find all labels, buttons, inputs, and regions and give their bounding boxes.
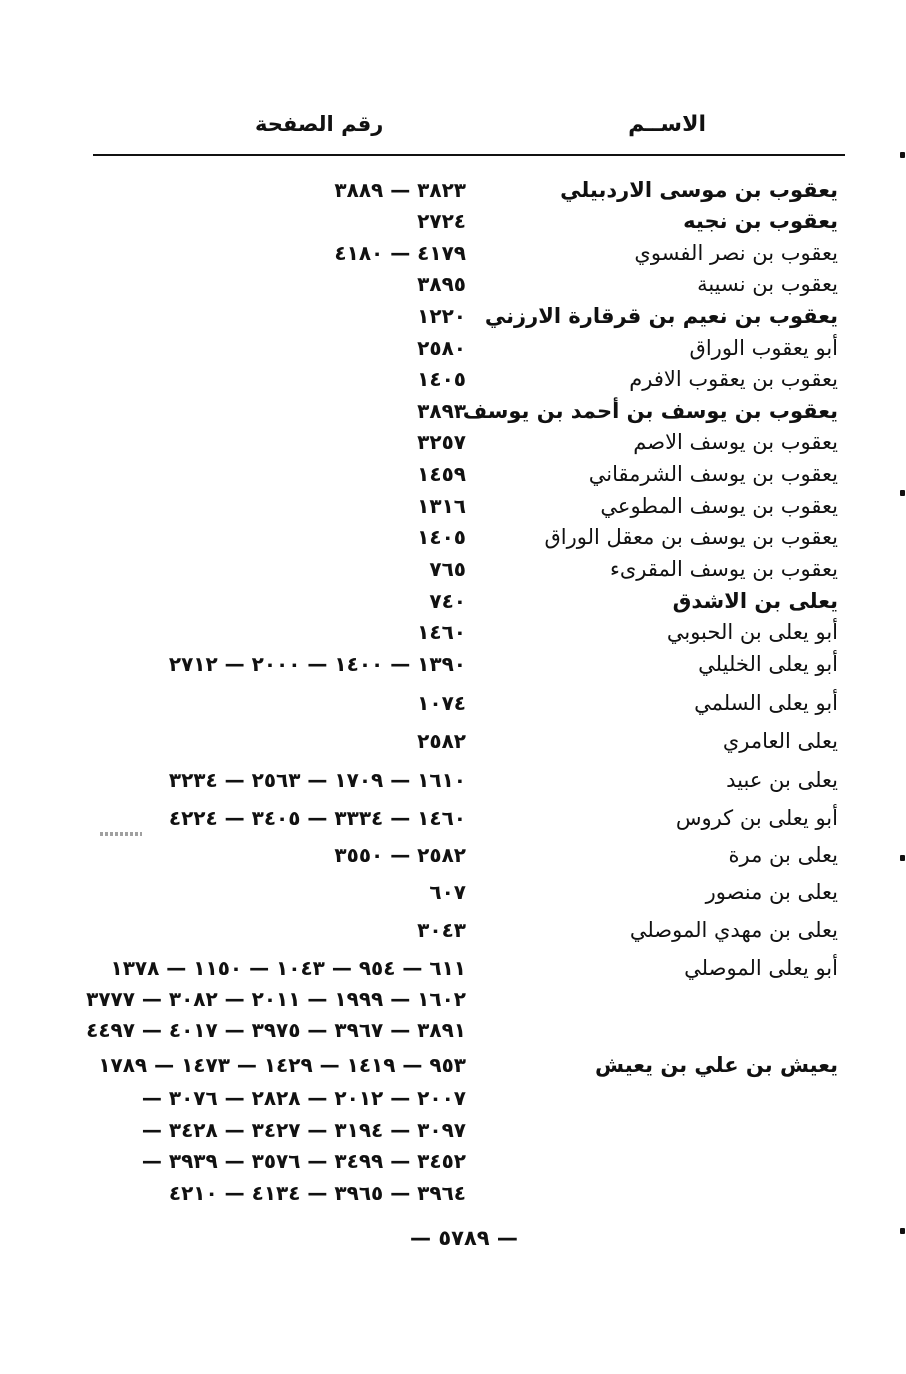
entry-name: أبو يعلى الموصلي xyxy=(684,956,838,980)
entry-pages: ٣٨٢٣ — ٣٨٨٩ xyxy=(334,178,466,202)
index-entry xyxy=(0,238,906,270)
entry-pages: ١٤٠٥ xyxy=(417,525,466,549)
index-entry xyxy=(0,877,906,909)
entry-pages: ٣٨٩٣ xyxy=(417,399,466,423)
entry-pages: ١٤٠٥ xyxy=(417,367,466,391)
entry-name: يعقوب بن نعيم بن قرقارة الارزني xyxy=(484,304,838,328)
entry-name: يعقوب بن نصر الفسوي xyxy=(634,241,838,265)
index-entry xyxy=(0,427,906,459)
index-entry xyxy=(0,765,906,797)
entry-pages-line: ٣٤٥٢ — ٣٤٩٩ — ٣٥٧٦ — ٣٩٣٩ — xyxy=(141,1149,466,1173)
entry-name: يعقوب بن يوسف المقرىء xyxy=(610,557,838,581)
index-entry xyxy=(0,396,906,428)
entry-pages: ١٢٢٠ xyxy=(417,304,466,328)
entry-pages: ٧٤٠ xyxy=(429,589,466,613)
entry-pages: ٣٠٤٣ xyxy=(417,918,466,942)
entry-pages: ٣٨٩٥ xyxy=(417,272,466,296)
entry-pages-line: ٩٥٣ — ١٤١٩ — ١٤٢٩ — ١٤٧٣ — ١٧٨٩ xyxy=(98,1053,466,1077)
entry-pages: ٢٥٨٢ — ٣٥٥٠ xyxy=(334,843,466,867)
entry-pages: ٤١٧٩ — ٤١٨٠ xyxy=(334,241,466,265)
header-divider xyxy=(93,154,845,156)
index-entry xyxy=(0,491,906,523)
index-entry xyxy=(0,915,906,947)
entry-pages-line: ٦١١ — ٩٥٤ — ١٠٤٣ — ١١٥٠ — ١٣٧٨ xyxy=(110,956,466,980)
entry-pages: ١٤٦٠ — ٣٣٣٤ — ٣٤٠٥ — ٤٢٢٤ xyxy=(168,806,466,830)
entry-pages: ٣٢٥٧ xyxy=(417,430,466,454)
entry-name: يعلى بن مرة xyxy=(728,843,838,867)
entry-name: يعقوب بن يوسف الاصم xyxy=(633,430,838,454)
entry-name: يعقوب بن نجيه xyxy=(683,209,838,233)
entry-name: أبو يعلى بن الحبوبي xyxy=(666,620,838,644)
entry-name: يعقوب بن يعقوب الافرم xyxy=(629,367,838,391)
entry-pages: ١٠٧٤ xyxy=(417,691,466,715)
scan-mark xyxy=(900,152,905,158)
entry-pages-line: ٣٨٩١ — ٣٩٦٧ — ٣٩٧٥ — ٤٠١٧ — ٤٤٩٧ xyxy=(86,1018,466,1042)
entry-name: يعقوب بن موسى الاردبيلي xyxy=(560,178,838,202)
index-entry xyxy=(0,522,906,554)
scan-smudge xyxy=(100,832,142,836)
entry-pages: ٦٠٧ xyxy=(429,880,466,904)
scan-mark xyxy=(900,1228,905,1234)
index-entry xyxy=(0,364,906,396)
entry-name: يعقوب بن نسيبة xyxy=(697,272,838,296)
index-entry xyxy=(0,333,906,365)
entry-pages: ١٣١٦ xyxy=(417,494,466,518)
entry-pages: ١٦١٠ — ١٧٠٩ — ٢٥٦٣ — ٣٢٣٤ xyxy=(168,768,466,792)
entry-pages: ١٤٥٩ xyxy=(417,462,466,486)
entry-name: أبو يعقوب الوراق xyxy=(689,336,838,360)
entry-name: يعقوب بن يوسف المطوعي xyxy=(600,494,838,518)
entry-name: أبو يعلى السلمي xyxy=(694,691,838,715)
entry-name: يعلى بن الاشدق xyxy=(672,589,838,613)
entry-pages: ٢٧٢٤ xyxy=(417,209,466,233)
entry-pages-line: ٣٠٩٧ — ٣١٩٤ — ٣٤٢٧ — ٣٤٢٨ — xyxy=(141,1118,466,1142)
entry-pages: ٢٥٨٢ xyxy=(417,729,466,753)
header-page-column: رقم الصفحة xyxy=(255,112,384,136)
entry-name: أبو يعلى بن كروس xyxy=(675,806,838,830)
entry-name: يعلى بن عبيد xyxy=(726,768,838,792)
index-entry xyxy=(0,269,906,301)
entry-name: يعلى بن منصور xyxy=(705,880,838,904)
entry-pages: ٧٦٥ xyxy=(429,557,466,581)
entry-pages: ١٤٦٠ xyxy=(417,620,466,644)
index-entry xyxy=(0,586,906,618)
entry-pages: ٢٥٨٠ xyxy=(417,336,466,360)
entry-pages-line: ٢٠٠٧ — ٢٠١٢ — ٢٨٢٨ — ٣٠٧٦ — xyxy=(141,1086,466,1110)
entry-name: يعيش بن علي بن يعيش xyxy=(595,1053,838,1077)
index-entry xyxy=(0,175,906,207)
entry-pages-line: ١٦٠٢ — ١٩٩٩ — ٢٠١١ — ٣٠٨٢ — ٣٧٧٧ xyxy=(86,987,466,1011)
entry-name: يعقوب بن يوسف بن معقل الوراق xyxy=(544,525,838,549)
entry-name: أبو يعلى الخليلي xyxy=(698,652,838,676)
index-entry xyxy=(0,206,906,238)
entry-name: يعلى بن مهدي الموصلي xyxy=(629,918,838,942)
scan-mark xyxy=(900,490,905,496)
index-entry xyxy=(0,554,906,586)
index-entry xyxy=(0,726,906,758)
entry-pages: ١٣٩٠ — ١٤٠٠ — ٢٠٠٠ — ٢٧١٢ xyxy=(168,652,466,676)
entry-pages-line: ٣٩٦٤ — ٣٩٦٥ — ٤١٣٤ — ٤٢١٠ xyxy=(168,1181,466,1205)
page-number: — ٥٧٨٩ — xyxy=(410,1226,518,1250)
index-entry xyxy=(0,617,906,649)
entry-name: يعلى العامري xyxy=(722,729,838,753)
scan-mark xyxy=(900,855,905,861)
entry-name: يعقوب بن يوسف بن أحمد بن يوسف xyxy=(462,399,838,423)
index-entry xyxy=(0,840,906,872)
index-entry xyxy=(0,459,906,491)
index-entry xyxy=(0,301,906,333)
entry-name: يعقوب بن يوسف الشرمقاني xyxy=(588,462,838,486)
index-entry xyxy=(0,803,906,835)
header-name-column: الاســم xyxy=(628,112,706,137)
index-entry xyxy=(0,688,906,720)
index-entry xyxy=(0,649,906,681)
